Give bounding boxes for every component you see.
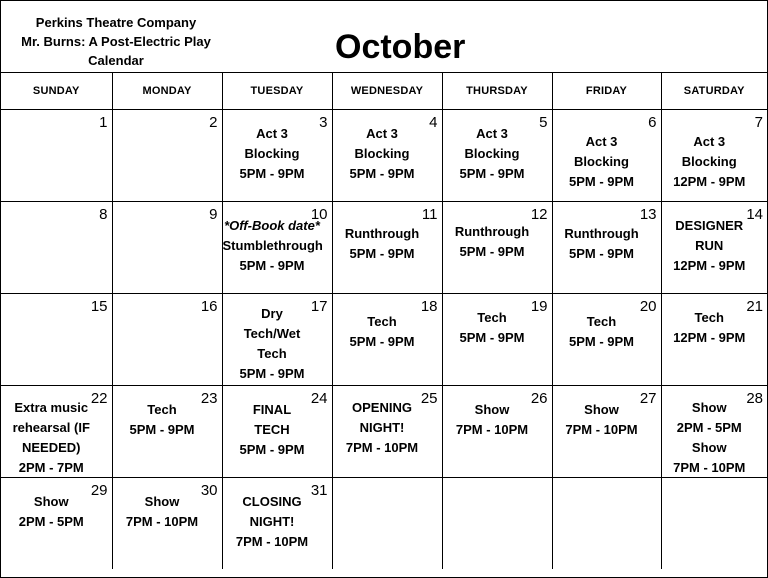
event-line: Blocking (574, 154, 629, 169)
day-cell (112, 110, 222, 202)
day-number: 17 (310, 298, 328, 315)
weekday-friday: FRIDAY (552, 73, 661, 110)
day-number: 16 (200, 298, 218, 315)
day-number: 14 (746, 206, 763, 223)
event-details (553, 224, 651, 264)
day-cell (442, 478, 552, 570)
day-cell (332, 294, 442, 386)
day-cell (1, 294, 112, 386)
event-line: 5PM - 9PM (568, 334, 634, 349)
event-line: NIGHT! (359, 420, 405, 435)
event-details (553, 132, 651, 192)
event-line: Tech (586, 314, 617, 329)
day-number: 9 (209, 206, 218, 223)
event-line: Act 3 (366, 126, 398, 141)
day-cell (661, 202, 767, 294)
day-number: 24 (310, 390, 328, 407)
event-line: 12PM - 9PM (673, 258, 746, 273)
event-line: Act 3 (476, 126, 508, 141)
calendar-grid (1, 73, 767, 569)
day-cell (332, 386, 442, 478)
event-line: RUN (695, 238, 724, 253)
day-cell (1, 202, 112, 294)
event-line: Blocking (464, 146, 520, 161)
day-cell (1, 478, 112, 570)
day-cell (332, 110, 442, 202)
day-number: 15 (90, 298, 108, 315)
day-cell (1, 386, 112, 478)
day-cell (112, 294, 222, 386)
weekday-wednesday: WEDNESDAY (332, 73, 442, 110)
month-title: October (335, 28, 466, 66)
day-number: 19 (530, 298, 548, 315)
day-cell (112, 202, 222, 294)
event-line: 5PM - 9PM (459, 166, 525, 181)
event-line: NIGHT! (249, 514, 295, 529)
event-details (443, 222, 542, 262)
day-cell (552, 386, 661, 478)
day-cell (552, 202, 661, 294)
day-cell (552, 478, 661, 570)
day-cell (1, 110, 112, 202)
event-details (662, 308, 758, 348)
day-cell (442, 110, 552, 202)
event-line: 7PM - 10PM (345, 440, 419, 455)
day-cell (442, 386, 552, 478)
event-line: 5PM - 9PM (129, 422, 195, 437)
event-line: CLOSING (242, 494, 302, 509)
day-number: 11 (421, 206, 438, 223)
day-number: 31 (310, 482, 328, 499)
event-line: 2PM - 7PM (18, 460, 84, 475)
event-line: Runthrough (344, 226, 420, 241)
day-number: 8 (99, 206, 108, 223)
weekday-monday: MONDAY (112, 73, 222, 110)
day-cell (112, 386, 222, 478)
day-number: 22 (90, 390, 108, 407)
event-line: 5PM - 9PM (239, 442, 305, 457)
event-line: 5PM - 9PM (568, 246, 634, 261)
week-row (1, 294, 767, 386)
day-number: 13 (639, 206, 657, 223)
event-line: Show (691, 440, 727, 455)
event-details (223, 492, 322, 552)
event-line: 2PM - 5PM (676, 420, 742, 435)
week-row (1, 478, 767, 570)
event-details (662, 398, 758, 478)
week-row (1, 110, 767, 202)
day-cell (332, 478, 442, 570)
day-number: 23 (200, 390, 218, 407)
day-number: 30 (200, 482, 218, 499)
weekday-tuesday: TUESDAY (222, 73, 332, 110)
day-number: 18 (420, 298, 438, 315)
company-name: Perkins Theatre Company (35, 15, 197, 30)
event-line: Act 3 (693, 134, 726, 149)
event-line: 7PM - 10PM (565, 422, 638, 437)
weekday-header-row (1, 73, 767, 110)
event-details (662, 132, 758, 192)
event-line: 7PM - 10PM (673, 460, 746, 475)
day-cell (661, 294, 767, 386)
day-number: 29 (90, 482, 108, 499)
event-details (113, 492, 212, 532)
event-line: TECH (254, 422, 290, 437)
day-cell (112, 478, 222, 570)
day-number: 27 (639, 390, 657, 407)
day-cell (661, 478, 767, 570)
event-line: Runthrough (454, 224, 530, 239)
day-cell (222, 478, 332, 570)
event-details (662, 216, 758, 276)
event-line: OPENING (352, 400, 412, 415)
event-line: Tech (694, 310, 724, 325)
day-number: 5 (539, 114, 548, 131)
week-row (1, 202, 767, 294)
weekday-saturday: SATURDAY (661, 73, 767, 110)
calendar-header (1, 1, 767, 73)
day-cell (552, 110, 661, 202)
event-details (333, 224, 432, 264)
event-details (443, 124, 542, 184)
day-cell (222, 294, 332, 386)
event-details (223, 216, 322, 276)
event-line: Show (144, 494, 180, 509)
event-line: Act 3 (585, 134, 618, 149)
event-line: 12PM - 9PM (673, 174, 746, 189)
day-number: 4 (429, 114, 438, 131)
document-type: Calendar (88, 53, 144, 68)
event-details (333, 398, 432, 458)
event-line: Dry (261, 306, 283, 321)
event-details (553, 312, 651, 352)
event-details (443, 400, 542, 440)
week-row (1, 386, 767, 478)
event-line: Stumblethrough (222, 238, 323, 253)
production-name: Mr. Burns: A Post-Electric Play (21, 34, 211, 49)
day-cell (661, 110, 767, 202)
day-cell (222, 202, 332, 294)
event-line: 5PM - 9PM (568, 174, 634, 189)
event-details (113, 400, 212, 440)
event-details (333, 312, 432, 352)
event-line: 5PM - 9PM (239, 258, 305, 273)
event-details (1, 398, 102, 478)
weekday-thursday: THURSDAY (442, 73, 552, 110)
event-line: 2PM - 5PM (18, 514, 84, 529)
event-line: 5PM - 9PM (459, 244, 525, 259)
event-line: 7PM - 10PM (125, 514, 199, 529)
day-number: 21 (746, 298, 763, 315)
day-number: 26 (530, 390, 548, 407)
event-line: 7PM - 10PM (455, 422, 529, 437)
event-details (223, 304, 322, 384)
event-details (1, 492, 102, 532)
day-number: 28 (746, 390, 763, 407)
event-line: *Off-Book date* (224, 218, 320, 233)
event-line: rehearsal (IF (12, 420, 90, 435)
event-line: Show (691, 400, 727, 415)
weekday-sunday: SUNDAY (1, 73, 112, 110)
event-line: 12PM - 9PM (673, 330, 746, 345)
event-line: 5PM - 9PM (239, 166, 305, 181)
event-details (223, 400, 322, 460)
event-line: Tech/Wet (243, 326, 301, 341)
event-line: Show (33, 494, 69, 509)
event-line: 5PM - 9PM (349, 166, 415, 181)
day-cell (661, 386, 767, 478)
event-line: NEEDED) (21, 440, 81, 455)
event-line: Tech (147, 402, 177, 417)
day-number: 20 (639, 298, 657, 315)
event-details (223, 124, 322, 184)
day-number: 1 (99, 114, 108, 131)
day-number: 25 (420, 390, 438, 407)
event-line: Blocking (244, 146, 300, 161)
event-details (553, 400, 651, 440)
event-line: FINAL (252, 402, 292, 417)
event-line: Extra music (14, 400, 89, 415)
day-cell (552, 294, 661, 386)
event-line: 5PM - 9PM (459, 330, 525, 345)
event-line: Blocking (681, 154, 737, 169)
day-number: 7 (754, 114, 763, 131)
day-number: 12 (530, 206, 548, 223)
event-line: Tech (257, 346, 287, 361)
day-cell (222, 110, 332, 202)
event-details (333, 124, 432, 184)
event-line: 5PM - 9PM (349, 246, 415, 261)
event-line: 5PM - 9PM (349, 334, 415, 349)
day-number: 6 (648, 114, 657, 131)
event-line: Runthrough (564, 226, 639, 241)
day-cell (442, 294, 552, 386)
event-line: Show (474, 402, 510, 417)
event-line: Tech (367, 314, 397, 329)
event-details (443, 308, 542, 348)
event-line: 7PM - 10PM (235, 534, 309, 549)
day-number: 10 (310, 206, 328, 223)
event-line: Tech (477, 310, 507, 325)
event-line: 5PM - 9PM (239, 366, 305, 381)
event-line: Blocking (354, 146, 410, 161)
event-line: Show (584, 402, 619, 417)
day-cell (332, 202, 442, 294)
company-title (11, 13, 221, 70)
day-cell (222, 386, 332, 478)
day-number: 3 (319, 114, 328, 131)
event-line: Act 3 (256, 126, 288, 141)
day-cell (442, 202, 552, 294)
day-number: 2 (209, 114, 218, 131)
calendar-weeks (1, 110, 767, 570)
event-line: DESIGNER (675, 218, 744, 233)
